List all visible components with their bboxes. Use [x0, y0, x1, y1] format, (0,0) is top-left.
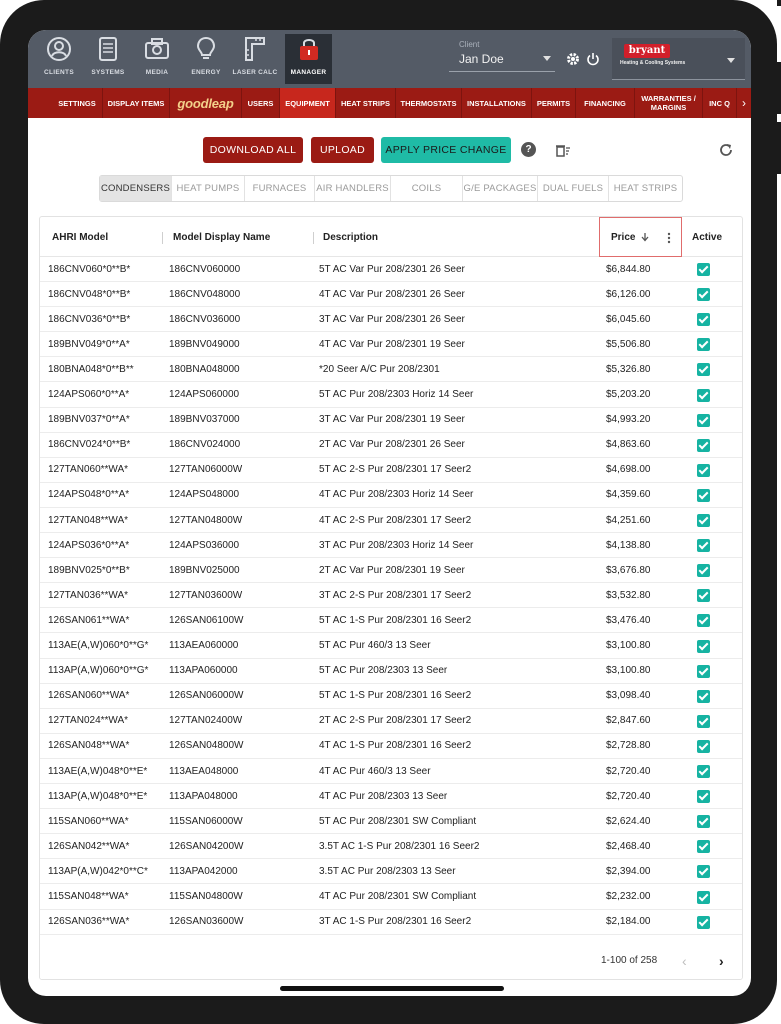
cell-model-display-name: 127TAN03600W: [169, 589, 243, 601]
subnav-financing[interactable]: FINANCING: [576, 88, 635, 118]
tab-condensers[interactable]: CONDENSERS: [100, 176, 172, 201]
table-row[interactable]: [40, 634, 743, 659]
header-description[interactable]: Description: [323, 231, 379, 243]
active-checkbox[interactable]: [697, 640, 710, 653]
column-divider: [313, 232, 314, 244]
cell-ahri-model: 113AP(A,W)060*0**G*: [48, 665, 149, 677]
cell-ahri-model: 189BNV025*0**B*: [48, 564, 130, 576]
cell-price: $2,184.00: [606, 916, 651, 928]
cell-model-display-name: 113APA048000: [169, 790, 238, 802]
goodleap-logo: goodleap: [177, 95, 234, 111]
cell-price: $2,720.40: [606, 790, 651, 802]
subnav-permits[interactable]: PERMITS: [532, 88, 576, 118]
cell-description: 2T AC Var Pur 208/2301 26 Seer: [319, 439, 465, 451]
cell-price: $4,863.60: [606, 439, 651, 451]
cell-model-display-name: 113AEA048000: [169, 765, 239, 777]
subnav-warranties-margins[interactable]: WARRANTIES / MARGINS: [635, 88, 703, 118]
cell-model-display-name: 127TAN04800W: [169, 514, 243, 526]
cell-description: 4T AC Pur 460/3 13 Seer: [319, 765, 431, 777]
cell-price: $2,468.40: [606, 840, 651, 852]
cell-description: 3T AC Var Pur 208/2301 26 Seer: [319, 313, 465, 325]
sort-down-icon[interactable]: [640, 232, 650, 242]
active-checkbox[interactable]: [697, 916, 710, 929]
cell-ahri-model: 115SAN048**WA*: [48, 891, 129, 902]
cell-price: $2,232.00: [606, 891, 651, 902]
home-indicator: [280, 986, 504, 991]
table-row[interactable]: [40, 357, 743, 382]
nav-energy[interactable]: [183, 34, 229, 84]
cell-description: 3T AC Pur 208/2303 Horiz 14 Seer: [319, 539, 474, 551]
cell-price: $3,676.80: [606, 564, 651, 576]
table-row[interactable]: [40, 508, 743, 533]
table-row[interactable]: [40, 408, 743, 433]
cell-description: 4T AC Var Pur 208/2301 19 Seer: [319, 338, 465, 350]
cell-description: 5T AC Pur 208/2303 13 Seer: [319, 665, 448, 677]
cell-model-display-name: 124APS036000: [169, 539, 240, 551]
tab-heat-pumps[interactable]: HEAT PUMPS: [172, 176, 245, 201]
table-header: [40, 217, 743, 257]
gear-icon[interactable]: [566, 52, 580, 66]
table-row[interactable]: [40, 282, 743, 307]
cell-model-display-name: 126SAN06100W: [169, 614, 244, 626]
active-checkbox[interactable]: [697, 865, 710, 878]
cell-price: $4,251.60: [606, 514, 651, 526]
cell-ahri-model: 113AE(A,W)060*0**G*: [48, 640, 149, 651]
cell-price: $2,394.00: [606, 865, 651, 877]
table-row[interactable]: [40, 257, 743, 282]
cell-description: 2T AC Var Pur 208/2301 19 Seer: [319, 564, 465, 576]
cell-model-display-name: 113AEA060000: [169, 640, 239, 651]
cell-model-display-name: 189BNV049000: [169, 338, 240, 350]
ruler-icon: [242, 36, 268, 62]
power-icon[interactable]: [586, 52, 600, 66]
cell-description: 4T AC Pur 208/2301 SW Compliant: [319, 891, 477, 902]
clear-filter-icon[interactable]: [555, 142, 571, 158]
subnav-thermostats[interactable]: THERMOSTATS: [396, 88, 462, 118]
column-divider: [162, 232, 163, 244]
download-all-button[interactable]: DOWNLOAD ALL: [203, 137, 303, 163]
cell-ahri-model: 124APS060*0**A*: [48, 389, 130, 400]
chevron-down-icon: [543, 56, 551, 61]
cell-model-display-name: 186CNV036000: [169, 313, 241, 325]
active-checkbox[interactable]: [697, 665, 710, 678]
unit-icon: [95, 36, 121, 62]
cell-price: $4,993.20: [606, 414, 651, 426]
pagination-text: 1-100 of 258: [601, 955, 658, 966]
cell-ahri-model: 113AP(A,W)042*0**C*: [48, 865, 148, 877]
cell-ahri-model: 127TAN048**WA*: [48, 514, 129, 526]
cell-ahri-model: 115SAN060**WA*: [48, 815, 129, 827]
header-price-label: Price: [611, 231, 636, 243]
device-button: [777, 62, 781, 114]
active-checkbox[interactable]: [697, 288, 710, 301]
table-footer: [40, 945, 743, 980]
cell-price: $2,624.40: [606, 815, 651, 827]
lightbulb-icon: [193, 36, 219, 62]
cell-price: $5,506.80: [606, 338, 651, 350]
nav-laser-calc[interactable]: [232, 34, 278, 84]
cell-description: 3T AC Var Pur 208/2301 19 Seer: [319, 414, 465, 426]
active-checkbox[interactable]: [697, 765, 710, 778]
cell-model-display-name: 126SAN04800W: [169, 740, 244, 752]
category-tabs: [99, 175, 683, 202]
nav-label: LASER CALC: [232, 69, 278, 76]
cell-price: $6,126.00: [606, 288, 651, 300]
subnav-heat-strips[interactable]: HEAT STRIPS: [336, 88, 396, 118]
table-row[interactable]: [40, 809, 743, 834]
subnav-inc[interactable]: INC Q: [703, 88, 737, 118]
cell-model-display-name: 186CNV048000: [169, 288, 241, 300]
tab-ge-packages[interactable]: G/E PACKAGES: [463, 176, 538, 201]
active-checkbox[interactable]: [697, 514, 710, 527]
active-checkbox[interactable]: [697, 263, 710, 276]
refresh-icon[interactable]: [718, 142, 734, 158]
brand-subtitle: Heating & Cooling Systems: [620, 60, 686, 66]
cell-ahri-model: 186CNV036*0**B*: [48, 313, 131, 325]
cell-description: 5T AC Pur 208/2303 Horiz 14 Seer: [319, 389, 474, 400]
cell-ahri-model: 180BNA048*0**B**: [48, 363, 134, 375]
cell-ahri-model: 113AP(A,W)048*0**E*: [48, 790, 148, 802]
subnav-users[interactable]: USERS: [242, 88, 280, 118]
header-active[interactable]: Active: [692, 231, 723, 243]
brand-logo: bryant: [624, 44, 670, 58]
table-row[interactable]: [40, 659, 743, 684]
cell-ahri-model: 189BNV037*0**A*: [48, 414, 130, 426]
cell-price: $4,138.80: [606, 539, 651, 551]
cell-description: 3.5T AC Pur 208/2303 13 Seer: [319, 865, 456, 877]
subnav-settings[interactable]: SETTINGS: [52, 88, 103, 118]
cell-description: 5T AC 1-S Pur 208/2301 16 Seer2: [319, 614, 472, 626]
cell-ahri-model: 124APS036*0**A*: [48, 539, 130, 551]
active-checkbox[interactable]: [697, 715, 710, 728]
cell-model-display-name: 113APA060000: [169, 665, 238, 677]
cell-model-display-name: 186CNV024000: [169, 439, 241, 451]
cell-price: $5,326.80: [606, 363, 651, 375]
cell-description: 2T AC 2-S Pur 208/2301 17 Seer2: [319, 715, 472, 727]
sub-nav-bar: [28, 88, 751, 118]
cell-ahri-model: 186CNV048*0**B*: [48, 288, 131, 300]
cell-model-display-name: 127TAN06000W: [169, 464, 243, 476]
active-checkbox[interactable]: [697, 363, 710, 376]
active-checkbox[interactable]: [697, 690, 710, 703]
cell-price: $3,100.80: [606, 665, 651, 677]
active-checkbox[interactable]: [697, 891, 710, 904]
active-checkbox[interactable]: [697, 414, 710, 427]
cell-price: $5,203.20: [606, 389, 651, 400]
table-row[interactable]: [40, 533, 743, 558]
nav-label: ENERGY: [191, 69, 221, 76]
nav-label: SYSTEMS: [91, 69, 125, 76]
cell-description: 4T AC 2-S Pur 208/2301 17 Seer2: [319, 514, 472, 526]
help-icon[interactable]: ?: [521, 142, 536, 157]
active-checkbox[interactable]: [697, 589, 710, 602]
cell-ahri-model: 127TAN060**WA*: [48, 464, 129, 476]
brand-select[interactable]: [612, 38, 745, 80]
table-row[interactable]: [40, 784, 743, 809]
cell-model-display-name: 124APS060000: [169, 389, 240, 400]
cell-model-display-name: 180BNA048000: [169, 363, 240, 375]
lock-icon: [296, 36, 322, 62]
chevron-right-icon[interactable]: ›: [737, 88, 751, 118]
device-button: [777, 0, 781, 6]
cell-ahri-model: 127TAN036**WA*: [48, 589, 129, 601]
cell-description: 5T AC 2-S Pur 208/2301 17 Seer2: [319, 464, 472, 476]
cell-model-display-name: 186CNV060000: [169, 263, 241, 275]
header-price[interactable]: [599, 217, 682, 257]
nav-label: MANAGER: [290, 69, 327, 76]
nav-systems[interactable]: [85, 34, 131, 84]
cell-description: 5T AC Pur 460/3 13 Seer: [319, 640, 431, 651]
cell-price: $3,532.80: [606, 589, 651, 601]
client-label: Client: [459, 40, 480, 49]
cell-price: $4,698.00: [606, 464, 651, 476]
table-row[interactable]: [40, 709, 743, 734]
cell-model-display-name: 127TAN02400W: [169, 715, 243, 727]
table-row[interactable]: [40, 684, 743, 709]
active-checkbox[interactable]: [697, 564, 710, 577]
table-row[interactable]: [40, 759, 743, 784]
cell-price: $3,098.40: [606, 690, 651, 702]
table-row[interactable]: [40, 458, 743, 483]
cell-description: 5T AC Pur 208/2301 SW Compliant: [319, 815, 477, 827]
table-row[interactable]: [40, 558, 743, 583]
client-select[interactable]: [449, 38, 555, 72]
table-row[interactable]: [40, 307, 743, 332]
chevron-right-icon[interactable]: ›: [719, 953, 724, 969]
cell-description: *20 Seer A/C Pur 208/2301: [319, 363, 440, 375]
cell-ahri-model: 186CNV060*0**B*: [48, 263, 131, 275]
cell-model-display-name: 126SAN06000W: [169, 690, 244, 702]
cell-description: 5T AC Var Pur 208/2301 26 Seer: [319, 263, 465, 275]
cell-price: $2,847.60: [606, 715, 651, 727]
header-model-display-name[interactable]: Model Display Name: [173, 231, 271, 243]
cell-model-display-name: 113APA042000: [169, 865, 238, 877]
app-screen: [28, 30, 751, 996]
cell-model-display-name: 126SAN03600W: [169, 916, 244, 928]
cell-model-display-name: 115SAN04800W: [169, 891, 243, 902]
equipment-table: [39, 216, 743, 980]
cell-ahri-model: 126SAN042**WA*: [48, 840, 130, 852]
chevron-left-icon[interactable]: ‹: [682, 953, 687, 969]
nav-media[interactable]: [134, 34, 180, 84]
cell-price: $4,359.60: [606, 489, 651, 501]
more-vert-icon[interactable]: [664, 232, 674, 244]
cell-description: 4T AC Pur 208/2303 Horiz 14 Seer: [319, 489, 474, 501]
cell-ahri-model: 113AE(A,W)048*0**E*: [48, 765, 148, 777]
header-ahri-model[interactable]: AHRI Model: [52, 231, 109, 243]
tab-coils[interactable]: COILS: [391, 176, 463, 201]
active-checkbox[interactable]: [697, 313, 710, 326]
table-row[interactable]: [40, 734, 743, 759]
subnav-installations[interactable]: INSTALLATIONS: [462, 88, 532, 118]
active-checkbox[interactable]: [697, 840, 710, 853]
active-checkbox[interactable]: [697, 489, 710, 502]
table-row[interactable]: [40, 583, 743, 608]
nav-label: CLIENTS: [44, 69, 74, 76]
cell-model-display-name: 189BNV025000: [169, 564, 240, 576]
cell-model-display-name: 126SAN04200W: [169, 840, 244, 852]
subnav-goodleap[interactable]: [170, 88, 242, 118]
table-row[interactable]: [40, 885, 743, 910]
tab-air-handlers[interactable]: AIR HANDLERS: [315, 176, 391, 201]
table-body: [40, 257, 743, 945]
active-checkbox[interactable]: [697, 389, 710, 402]
cell-model-display-name: 189BNV037000: [169, 414, 240, 426]
device-button: [777, 122, 781, 174]
cell-price: $3,100.80: [606, 640, 651, 651]
table-row[interactable]: [40, 483, 743, 508]
cell-price: $2,728.80: [606, 740, 651, 752]
active-checkbox[interactable]: [697, 539, 710, 552]
person-circle-icon: [46, 36, 72, 62]
cell-ahri-model: 126SAN061**WA*: [48, 614, 130, 626]
apply-price-change-button[interactable]: APPLY PRICE CHANGE: [381, 137, 511, 163]
active-checkbox[interactable]: [697, 338, 710, 351]
cell-description: 4T AC 1-S Pur 208/2301 16 Seer2: [319, 740, 472, 752]
cell-price: $6,844.80: [606, 263, 651, 275]
active-checkbox[interactable]: [697, 464, 710, 477]
tab-heat-strips[interactable]: HEAT STRIPS: [613, 183, 678, 194]
cell-price: $2,720.40: [606, 765, 651, 777]
subnav-display-items[interactable]: DISPLAY ITEMS: [103, 88, 170, 118]
table-row[interactable]: [40, 608, 743, 633]
cell-ahri-model: 126SAN060**WA*: [48, 690, 130, 702]
cell-description: 4T AC Var Pur 208/2301 26 Seer: [319, 288, 465, 300]
camera-icon: [144, 36, 170, 62]
active-checkbox[interactable]: [697, 439, 710, 452]
cell-ahri-model: 126SAN048**WA*: [48, 740, 130, 752]
cell-description: 3.5T AC 1-S Pur 208/2301 16 Seer2: [319, 840, 480, 852]
table-row[interactable]: [40, 383, 743, 408]
cell-ahri-model: 126SAN036**WA*: [48, 916, 130, 928]
subnav-equipment[interactable]: EQUIPMENT: [280, 88, 336, 118]
nav-label: MEDIA: [145, 69, 169, 76]
top-nav-bar: [28, 30, 751, 88]
nav-manager[interactable]: [285, 34, 332, 84]
table-row[interactable]: [40, 910, 743, 935]
cell-description: 4T AC Pur 208/2303 13 Seer: [319, 790, 448, 802]
cell-ahri-model: 186CNV024*0**B*: [48, 439, 131, 451]
cell-ahri-model: 189BNV049*0**A*: [48, 338, 130, 350]
cell-model-display-name: 124APS048000: [169, 489, 240, 501]
active-checkbox[interactable]: [697, 740, 710, 753]
cell-price: $3,476.40: [606, 614, 651, 626]
chevron-down-icon: [727, 58, 735, 63]
nav-clients[interactable]: [36, 34, 82, 84]
tab-furnaces[interactable]: FURNACES: [245, 176, 315, 201]
cell-ahri-model: 124APS048*0**A*: [48, 489, 130, 501]
cell-model-display-name: 115SAN06000W: [169, 815, 243, 827]
table-row[interactable]: [40, 859, 743, 884]
tab-dual-fuels[interactable]: DUAL FUELS: [538, 176, 609, 201]
upload-button[interactable]: UPLOAD: [311, 137, 374, 163]
table-row[interactable]: [40, 332, 743, 357]
active-checkbox[interactable]: [697, 614, 710, 627]
client-value: Jan Doe: [459, 52, 504, 66]
table-row[interactable]: [40, 433, 743, 458]
cell-description: 3T AC 1-S Pur 208/2301 16 Seer2: [319, 916, 472, 928]
cell-ahri-model: 127TAN024**WA*: [48, 715, 129, 727]
table-row[interactable]: [40, 834, 743, 859]
cell-price: $6,045.60: [606, 313, 651, 325]
cell-description: 5T AC 1-S Pur 208/2301 16 Seer2: [319, 690, 472, 702]
active-checkbox[interactable]: [697, 790, 710, 803]
active-checkbox[interactable]: [697, 815, 710, 828]
cell-description: 3T AC 2-S Pur 208/2301 17 Seer2: [319, 589, 472, 601]
